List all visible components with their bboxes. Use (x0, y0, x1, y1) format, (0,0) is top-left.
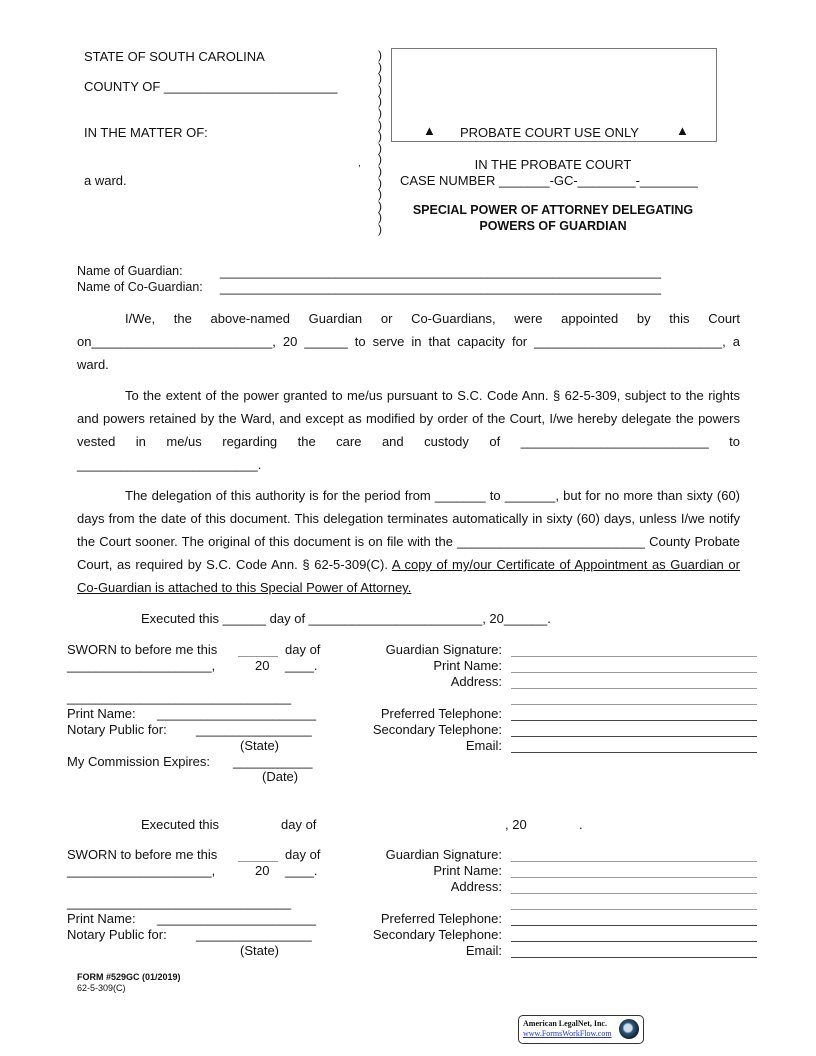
guardian-name-label: Name of Guardian: (77, 264, 183, 278)
preferred-telephone-label: Preferred Telephone: (380, 911, 502, 926)
period-text: The delegation of this authority is for the period from _______ to _______, but for no more than sixty (60) days from the date of this document. This delegation terminates automatically in sixty (60) days, unless I/we notify the Court sooner. The original of this document is on file with the __________________________ County Probate Court, as required by S.C. Code Ann. § 62-5-309(C). (77, 488, 740, 572)
address-label: Address: (450, 674, 502, 689)
address-field[interactable] (511, 688, 757, 689)
notary-state-field[interactable]: ________________ (196, 927, 312, 942)
notary-public-for-label: Notary Public for: (67, 927, 167, 942)
print-name-field[interactable] (511, 672, 757, 673)
sworn-month-field[interactable]: ____________________, (67, 863, 216, 878)
secondary-telephone-field[interactable] (511, 941, 757, 942)
notary-signature-field[interactable]: _______________________________ (67, 895, 292, 910)
logo-url-link[interactable]: www.FormsWorkFlow.com (523, 1029, 612, 1038)
notary-signature-field[interactable]: _______________________________ (67, 690, 292, 705)
form-number: FORM #529GC (01/2019) (77, 972, 181, 982)
triangle-up-icon: ▲ (423, 123, 436, 138)
notary-print-name-field[interactable]: ______________________ (157, 706, 317, 721)
certificate-notice: A copy of my/our Certificate of Appointment as Guardian or Co-Guardian is attached to this Special Power of Attorney. (77, 557, 740, 595)
caption-parentheses: ) ) ) ) ) ) ) ) ) ) ) ) ) ) ) ) (378, 48, 382, 236)
court-use-box (391, 48, 717, 142)
guardian-signature-field[interactable] (511, 656, 757, 657)
notary-print-name-label: Print Name: (67, 911, 136, 926)
form-title-line2: POWERS OF GUARDIAN (479, 219, 627, 233)
ward-label: a ward. (84, 173, 127, 188)
print-name-field[interactable] (511, 877, 757, 878)
secondary-telephone-label: Secondary Telephone: (372, 722, 502, 737)
court-use-label: PROBATE COURT USE ONLY (460, 125, 639, 140)
logo-name: American LegalNet, Inc. (523, 1019, 607, 1028)
matter-label: IN THE MATTER OF: (84, 125, 208, 140)
sworn-day-field[interactable] (238, 861, 278, 862)
sworn-day-field[interactable] (238, 656, 278, 657)
coguardian-name-field[interactable]: _____________________________________________________________ (220, 280, 662, 295)
form-title-line1: SPECIAL POWER OF ATTORNEY DELEGATING (412, 203, 694, 217)
american-legalnet-logo[interactable] (518, 1015, 644, 1044)
notary-state-field[interactable]: ________________ (196, 722, 312, 737)
appointment-paragraph (77, 307, 740, 376)
sworn-year-field[interactable]: ____. (285, 658, 318, 673)
statute-reference: 62-5-309(C) (77, 983, 126, 993)
executed-line-2-day-of: day of (281, 817, 317, 832)
address-field-2[interactable] (511, 909, 757, 910)
executed-line-1[interactable]: Executed this ______ day of ________________________, 20______. (141, 611, 551, 626)
address-field[interactable] (511, 893, 757, 894)
triangle-up-icon: ▲ (676, 123, 689, 138)
period-paragraph (77, 484, 740, 599)
guardian-signature-field[interactable] (511, 861, 757, 862)
preferred-telephone-field[interactable] (511, 720, 757, 721)
globe-logo-icon (619, 1019, 639, 1039)
day-of-label: day of (285, 642, 321, 657)
appointment-text: I/We, the above-named Guardian or Co-Guardians, were appointed by this Court on_________________________, 20 ______ to serve in that capacity for __________________________, a ward. (77, 311, 740, 372)
email-label: Email: (465, 943, 502, 958)
email-label: Email: (465, 738, 502, 753)
print-name-label: Print Name: (433, 863, 502, 878)
sworn-label: SWORN to before me this (67, 642, 218, 657)
sworn-label: SWORN to before me this (67, 847, 218, 862)
guardian-name-field[interactable]: _____________________________________________________________ (220, 264, 662, 279)
address-label: Address: (450, 879, 502, 894)
county-field[interactable]: COUNTY OF ________________________ (84, 79, 338, 94)
delegation-paragraph (77, 384, 740, 476)
executed-line-2-twenty: , 20 (505, 817, 527, 832)
print-name-label: Print Name: (433, 658, 502, 673)
notary-public-for-label: Notary Public for: (67, 722, 167, 737)
day-of-label: day of (285, 847, 321, 862)
guardian-signature-label: Guardian Signature: (385, 642, 502, 657)
preferred-telephone-field[interactable] (511, 925, 757, 926)
twenty-label: 20 (255, 658, 270, 673)
secondary-telephone-label: Secondary Telephone: (372, 927, 502, 942)
commission-expires-label: My Commission Expires: (67, 754, 211, 769)
notary-print-name-label: Print Name: (67, 706, 136, 721)
executed-line-2-label: Executed this (141, 817, 220, 832)
state-caption: (State) (240, 943, 280, 958)
executed-line-2-period: . (579, 817, 583, 832)
guardian-signature-label: Guardian Signature: (385, 847, 502, 862)
court-name: IN THE PROBATE COURT (474, 157, 632, 172)
state-caption: (State) (240, 738, 280, 753)
coguardian-name-label: Name of Co-Guardian: (77, 280, 203, 294)
sworn-month-field[interactable]: ____________________, (67, 658, 216, 673)
delegation-text: To the extent of the power granted to me/us pursuant to S.C. Code Ann. § 62-5-309, subject to the rights and powers retained by the Ward, and except as modified by order of the Court, I/we hereby delegate the powers vested in me/us regarding the care and custody of __________________________ to _________________________. (77, 388, 740, 472)
secondary-telephone-field[interactable] (511, 736, 757, 737)
state-label: STATE OF SOUTH CAROLINA (84, 49, 265, 64)
address-field-2[interactable] (511, 704, 757, 705)
sworn-year-field[interactable]: ____. (285, 863, 318, 878)
notary-print-name-field[interactable]: ______________________ (157, 911, 317, 926)
case-number-field[interactable]: CASE NUMBER _______-GC-________-________ (400, 173, 698, 188)
twenty-label: 20 (255, 863, 270, 878)
ward-comma: , (358, 158, 361, 169)
commission-date-field[interactable]: ___________ (233, 754, 313, 769)
preferred-telephone-label: Preferred Telephone: (380, 706, 502, 721)
date-caption: (Date) (262, 769, 299, 784)
email-field[interactable] (511, 957, 757, 958)
email-field[interactable] (511, 752, 757, 753)
